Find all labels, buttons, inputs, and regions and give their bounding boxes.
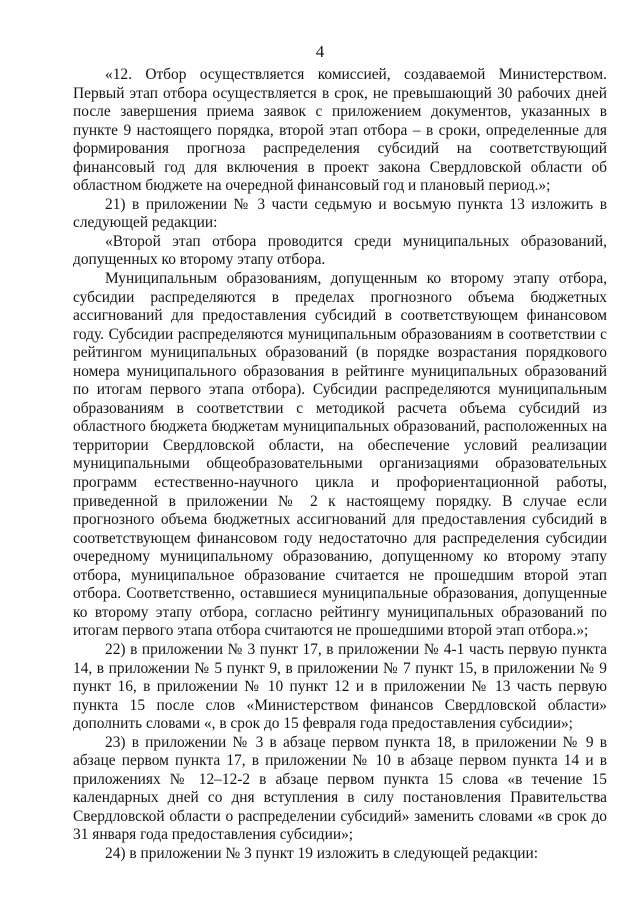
paragraph-item-21: 21) в приложении № 3 части седьмую и восьмую пункта 13 изложить в следующей редакции: [73, 195, 607, 232]
document-body [73, 66, 607, 864]
paragraph-distribution: Муниципальным образованиям, допущенным ко второму этапу отбора, субсидии распределяются в пределах прогнозного объема бюджетных ассигнований для предоставления субсидий в соответствующем финансовом году. Субсидии распределяются муниципальным образованиям в соответствии с рейтингом муниципальных образований (в порядке возрастания порядкового номера муниципального образования в рейтинге муниципальных образований по итогам первого этапа отбора). Субсидии распределяются муниципальным образованиям в соответствии с методикой расчета объема субсидий из областного бюджета бюджетам муниципальных образований, расположенных на территории Свердловской области, на обеспечение условий реализации муниципальными общеобразовательными организациями образовательных программ естественно-научного цикла и профориентационной работы, приведенной в приложении № 2 к настоящему порядку. В случае если прогнозного объема бюджетных ассигнований для предоставления субсидий в соответствующем финансовом году недостаточно для распределения субсидии очередному муниципальному образованию, допущенному ко второму этапу отбора, муниципальное образование считается не прошедшим второй этап отбора. Соответственно, оставшиеся муниципальные образования, допущенные ко второму этапу отбора, согласно рейтингу муниципальных образований по итогам первого этапа отбора считаются не прошедшими второй этап отбора.»; [73, 270, 607, 640]
paragraph-item-23: 23) в приложении № 3 в абзаце первом пункта 18, в приложении № 9 в абзаце первом пункта 17, в приложении № 10 в абзаце первом пункта 14 и в приложениях № 12–12-2 в абзаце первом пункта 15 слова «в течение 15 календарных дней со дня вступления в силу постановления Правительства Свердловской области о распределении субсидий» заменить словами «в срок до 31 января года предоставления субсидии»; [73, 733, 607, 844]
paragraph-second-stage: «Второй этап отбора проводится среди муниципальных образований, допущенных ко второму этапу отбора. [73, 232, 607, 269]
paragraph-clause-12: «12. Отбор осуществляется комиссией, создаваемой Министерством. Первый этап отбора осуществляется в срок, не превышающий 30 рабочих дней после завершения приема заявок с приложением документов, указанных в пункте 9 настоящего порядка, второй этап отбора – в сроки, определенные для формирования прогноза распределения субсидий на соответствующий финансовый год для включения в проект закона Свердловской области об областном бюджете на очередной финансовый год и плановый период.»; [73, 66, 607, 195]
page-number: 4 [315, 42, 325, 61]
paragraph-item-22: 22) в приложении № 3 пункт 17, в приложении № 4-1 часть первую пункта 14, в приложении № 5 пункт 9, в приложении № 7 пункт 15, в приложении № 9 пункт 16, в приложении № 10 пункт 12 и в приложении № 13 часть первую пункта 15 после слов «Министерством финансов Свердловской области» дополнить словами «, в срок до 15 февраля года предоставления субсидии»; [73, 640, 607, 733]
paragraph-item-24: 24) в приложении № 3 пункт 19 изложить в следующей редакции: [105, 844, 539, 862]
